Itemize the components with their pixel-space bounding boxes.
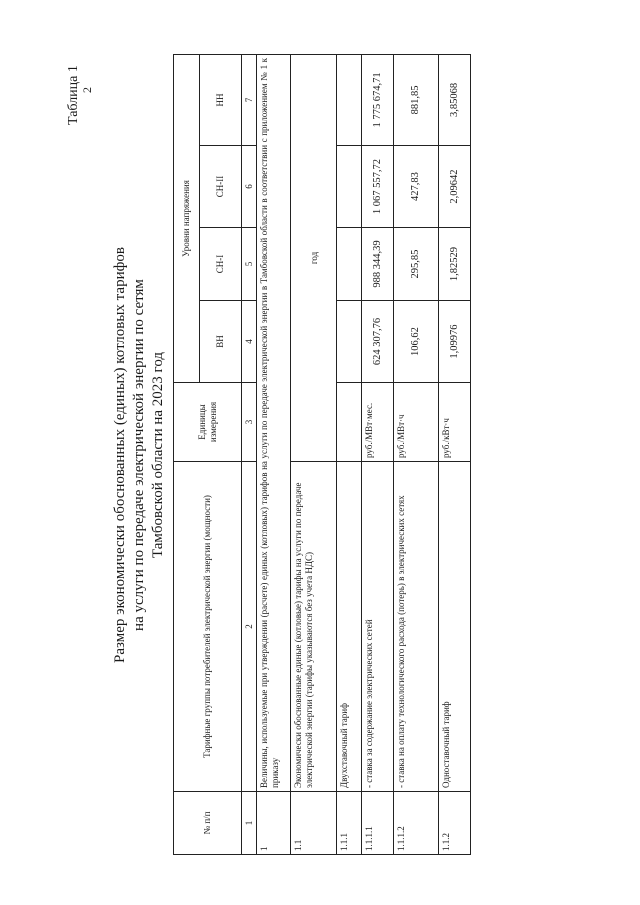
value-vn: 106,62	[394, 301, 439, 383]
row-unit: руб./кВт·ч	[439, 383, 471, 462]
row-text: Величины, используемые при утверждении (расчете) единых (котловых) тарифов на услуги по передаче электрической энергии в Тамбовской области в соответствии с приложением № 1 к приказу	[257, 54, 291, 791]
row-text: Одноставочный тариф	[439, 462, 471, 792]
column-number: 5	[242, 228, 257, 301]
value-sn1: 1,82529	[439, 228, 471, 301]
header-units: Единицы измерения	[174, 383, 242, 462]
header-voltage-levels: Уровни напряжения	[174, 54, 200, 382]
value-sn2: 427,83	[394, 146, 439, 228]
column-number-row	[242, 54, 257, 854]
header-nn: НН	[200, 54, 242, 145]
row-unit: руб./МВт·ч	[394, 383, 439, 462]
table-row	[362, 54, 394, 854]
row-period: год	[291, 54, 337, 461]
row-number: 1.1.1	[337, 792, 362, 855]
value-sn1: 295,85	[394, 228, 439, 301]
value-nn: 1 775 674,71	[362, 54, 394, 145]
row-unit: руб./МВт·мес.	[362, 383, 394, 462]
column-number: 2	[242, 462, 257, 792]
header-group: Тарифные группы потребителей электрической энергии (мощности)	[174, 462, 242, 792]
header-row-1	[174, 54, 200, 854]
column-number: 7	[242, 54, 257, 145]
column-number: 3	[242, 383, 257, 462]
table-row	[337, 54, 362, 854]
row-text: - ставка за содержание электрических сетей	[362, 462, 394, 792]
table-row	[439, 54, 471, 854]
column-number: 1	[242, 792, 257, 855]
header-vn: ВН	[200, 301, 242, 383]
column-number: 6	[242, 146, 257, 228]
table-row	[394, 54, 439, 854]
table-row	[291, 54, 337, 854]
row-number: 1.1.1.1	[362, 792, 394, 855]
table-label: Таблица 1	[66, 65, 81, 125]
header-num: № п/п	[174, 792, 242, 855]
row-text: - ставка на оплату технологического расхода (потерь) в электрических сетях	[394, 462, 439, 792]
title-line-2: на услуги по передаче электрической энергии по сетям	[131, 279, 147, 631]
row-text: Двухставочный тариф	[337, 462, 362, 792]
row-text: Экономически обоснованные единые (котловые) тарифы на услуги по передаче электрической энергии (тарифы указываются без учета НДС)	[291, 462, 337, 792]
tariff-table	[173, 54, 471, 855]
value-sn2: 1 067 557,72	[362, 146, 394, 228]
value-sn2: 2,09642	[439, 146, 471, 228]
header-sn1: СН-I	[200, 228, 242, 301]
row-number: 1	[257, 792, 291, 855]
table-row	[257, 54, 291, 854]
title-line-1: Размер экономически обоснованных (единых) котловых тарифов	[112, 247, 128, 663]
column-number: 4	[242, 301, 257, 383]
title-line-3: Тамбовской области на 2023 год	[150, 351, 166, 559]
value-vn: 1,09976	[439, 301, 471, 383]
value-vn: 624 307,76	[362, 301, 394, 383]
value-nn: 881,85	[394, 54, 439, 145]
row-number: 1.1.2	[439, 792, 471, 855]
row-number: 1.1.1.2	[394, 792, 439, 855]
value-nn: 3,85068	[439, 54, 471, 145]
page-number: 2	[80, 87, 94, 93]
header-sn2: СН-II	[200, 146, 242, 228]
value-sn1: 988 344,39	[362, 228, 394, 301]
row-number: 1.1	[291, 792, 337, 855]
